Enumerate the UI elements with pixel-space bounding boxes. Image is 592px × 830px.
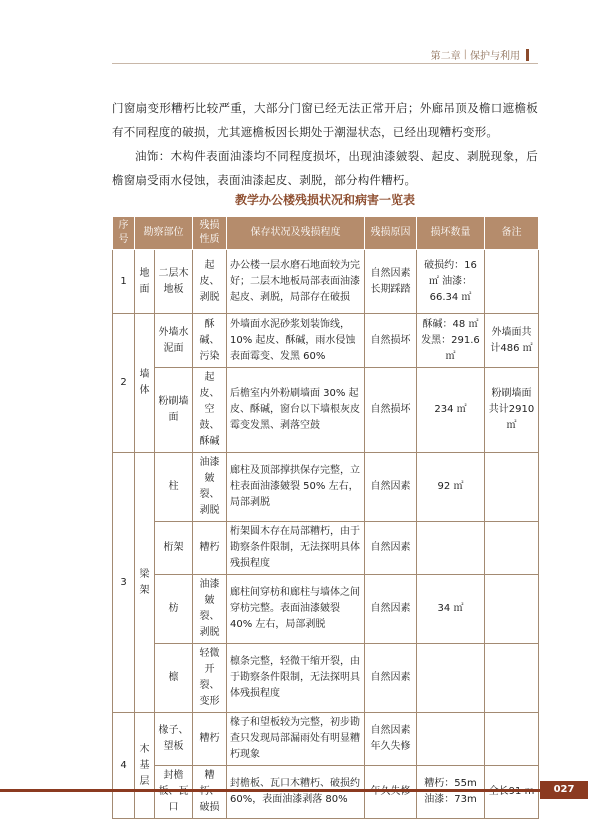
table-cell: 梁架 xyxy=(135,453,155,713)
table-cell: 破损约：16 ㎡ 油漆：66.34 ㎡ xyxy=(417,250,485,314)
body-text xyxy=(112,96,538,192)
table-cell: 234 ㎡ xyxy=(417,368,485,453)
table-cell xyxy=(485,250,539,314)
header-cell: 序号 xyxy=(113,217,135,250)
page-number: 027 xyxy=(540,781,588,799)
table-cell: 外墙面共计486 ㎡ xyxy=(485,314,539,368)
table-cell: 枋 xyxy=(155,575,193,644)
table-cell: 自然因素 xyxy=(365,522,417,575)
table-cell: 檩 xyxy=(155,644,193,713)
table-cell xyxy=(485,453,539,522)
table-cell xyxy=(485,766,539,819)
header-cell: 勘察部位 xyxy=(135,217,193,250)
table-cell xyxy=(485,522,539,575)
table-cell: 桁架圆木存在局部糟朽，由于勘察条件限制，无法探明具体残损程度 xyxy=(227,522,365,575)
table-cell: 糟朽 xyxy=(193,522,227,575)
table-cell: 木基层 xyxy=(135,713,155,819)
footer-rule xyxy=(0,789,540,792)
table-cell: 封檐 口 xyxy=(155,766,193,819)
table-cell: 自然损坏 xyxy=(365,314,417,368)
table-cell: 酥碱、污染 xyxy=(193,314,227,368)
table-row xyxy=(113,766,539,819)
table-cell: 1 xyxy=(113,250,135,314)
table-cell: 封檐板、瓦口木糟朽、破损约 60%，表面油漆剥落 80% xyxy=(227,766,365,819)
table-row xyxy=(113,644,539,713)
table-cell: 办公楼一层水磨石地面较为完好；二层木地板局部表面油漆起皮、剥脱，局部存在破损 xyxy=(227,250,365,314)
table-cell: 糟 破损 xyxy=(193,766,227,819)
table-cell: 油漆皴裂、剥脱 xyxy=(193,575,227,644)
paragraph: 油饰：木构件表面油漆均不同程度损坏，出现油漆皴裂、起皮、剥脱现象，后檐窗扇受雨水侵蚀，表面油漆起皮、剥脱，部分构件糟朽。 xyxy=(112,149,538,187)
table-cell: 椽子和望板较为完整，初步勘查只发现局部漏雨处有明显糟朽现象 xyxy=(227,713,365,766)
table-header-row xyxy=(113,217,539,250)
table-row xyxy=(113,713,539,766)
header-cell: 残损性质 xyxy=(193,217,227,250)
table-cell: 油漆皴裂、剥脱 xyxy=(193,453,227,522)
header-cell: 备注 xyxy=(485,217,539,250)
table-cell: 桁架 xyxy=(155,522,193,575)
chapter-label: 第二章 xyxy=(430,51,461,62)
table-title: 教学办公楼残损状况和病害一览表 xyxy=(234,193,415,207)
table-cell: 酥碱：48 ㎡ 发黑：291.6 ㎡ xyxy=(417,314,485,368)
section-label: 保护与利用 xyxy=(470,51,520,62)
running-header xyxy=(431,47,529,62)
table-cell: 自然因素 xyxy=(365,453,417,522)
header-marker xyxy=(526,49,529,61)
table-cell: 外墙面水泥砂浆划装饰线，10% 起皮、酥碱，雨水侵蚀表面霉变、发黑 60% xyxy=(227,314,365,368)
header-cell: 残损原因 xyxy=(365,217,417,250)
table-cell: 3 xyxy=(113,453,135,713)
table-cell: 檩条完整，轻微干缩开裂，由于勘察条件限制，无法探明具体残损程度 xyxy=(227,644,365,713)
table-cell xyxy=(485,713,539,766)
table-cell xyxy=(485,644,539,713)
table-cell: 后檐室内外粉刷墙面 30% 起皮、酥碱，窗台以下墙根灰皮霉变发黑、剥落空鼓 xyxy=(227,368,365,453)
table-cell: 廊柱间穿枋和廊柱与墙体之间穿枋完整。表面油漆皴裂 40% 左右，局部剥脱 xyxy=(227,575,365,644)
table-cell: 墙体 xyxy=(135,314,155,453)
table-cell: 二层木地板 xyxy=(155,250,193,314)
header-cell: 保存状况及残损程度 xyxy=(227,217,365,250)
table-cell xyxy=(365,766,417,819)
table-cell xyxy=(417,713,485,766)
damage-table xyxy=(112,216,539,819)
table-cell: 自然因素 xyxy=(365,644,417,713)
paragraph: 门窗扇变形糟朽比较严重，大部分门窗已经无法正常开启；外廊吊顶及檐口遮檐板有不同程度的破损，尤其遮檐板因长期处于潮湿状态，已经出现糟朽变形。 xyxy=(112,101,538,139)
table-row xyxy=(113,368,539,453)
table-cell: 粉刷墙面 xyxy=(155,368,193,453)
table-cell: 34 ㎡ xyxy=(417,575,485,644)
table-cell xyxy=(417,522,485,575)
table-cell: 2 xyxy=(113,314,135,453)
table-cell: 粉刷墙面共计2910 ㎡ xyxy=(485,368,539,453)
header-rule xyxy=(112,63,538,64)
table-cell xyxy=(485,575,539,644)
table-cell: 廊柱及顶部撑拱保存完整，立柱表面油漆皴裂 50% 左右，局部剥脱 xyxy=(227,453,365,522)
header-separator: | xyxy=(463,49,467,60)
table-cell: 糟朽：55m 油漆：73m xyxy=(417,766,485,819)
table-cell: 椽子、望板 xyxy=(155,713,193,766)
table-cell: 自然因素年久失修 xyxy=(365,713,417,766)
table-row xyxy=(113,250,539,314)
table-cell: 起皮、空鼓、酥碱 xyxy=(193,368,227,453)
table-cell: 外墙水泥面 xyxy=(155,314,193,368)
table-cell: 自然损坏 xyxy=(365,368,417,453)
table-cell: 自然因素长期踩踏 xyxy=(365,250,417,314)
table-cell: 柱 xyxy=(155,453,193,522)
table-cell: 地面 xyxy=(135,250,155,314)
table-cell: 轻微开裂、变形 xyxy=(193,644,227,713)
table-row xyxy=(113,453,539,522)
table-row xyxy=(113,522,539,575)
table-row xyxy=(113,575,539,644)
table-cell: 4 xyxy=(113,713,135,819)
table-cell: 糟朽 xyxy=(193,713,227,766)
table-row xyxy=(113,314,539,368)
table-cell xyxy=(417,644,485,713)
header-cell: 损坏数量 xyxy=(417,217,485,250)
table-cell: 自然因素 xyxy=(365,575,417,644)
table-cell: 92 ㎡ xyxy=(417,453,485,522)
table-cell: 起皮、剥脱 xyxy=(193,250,227,314)
